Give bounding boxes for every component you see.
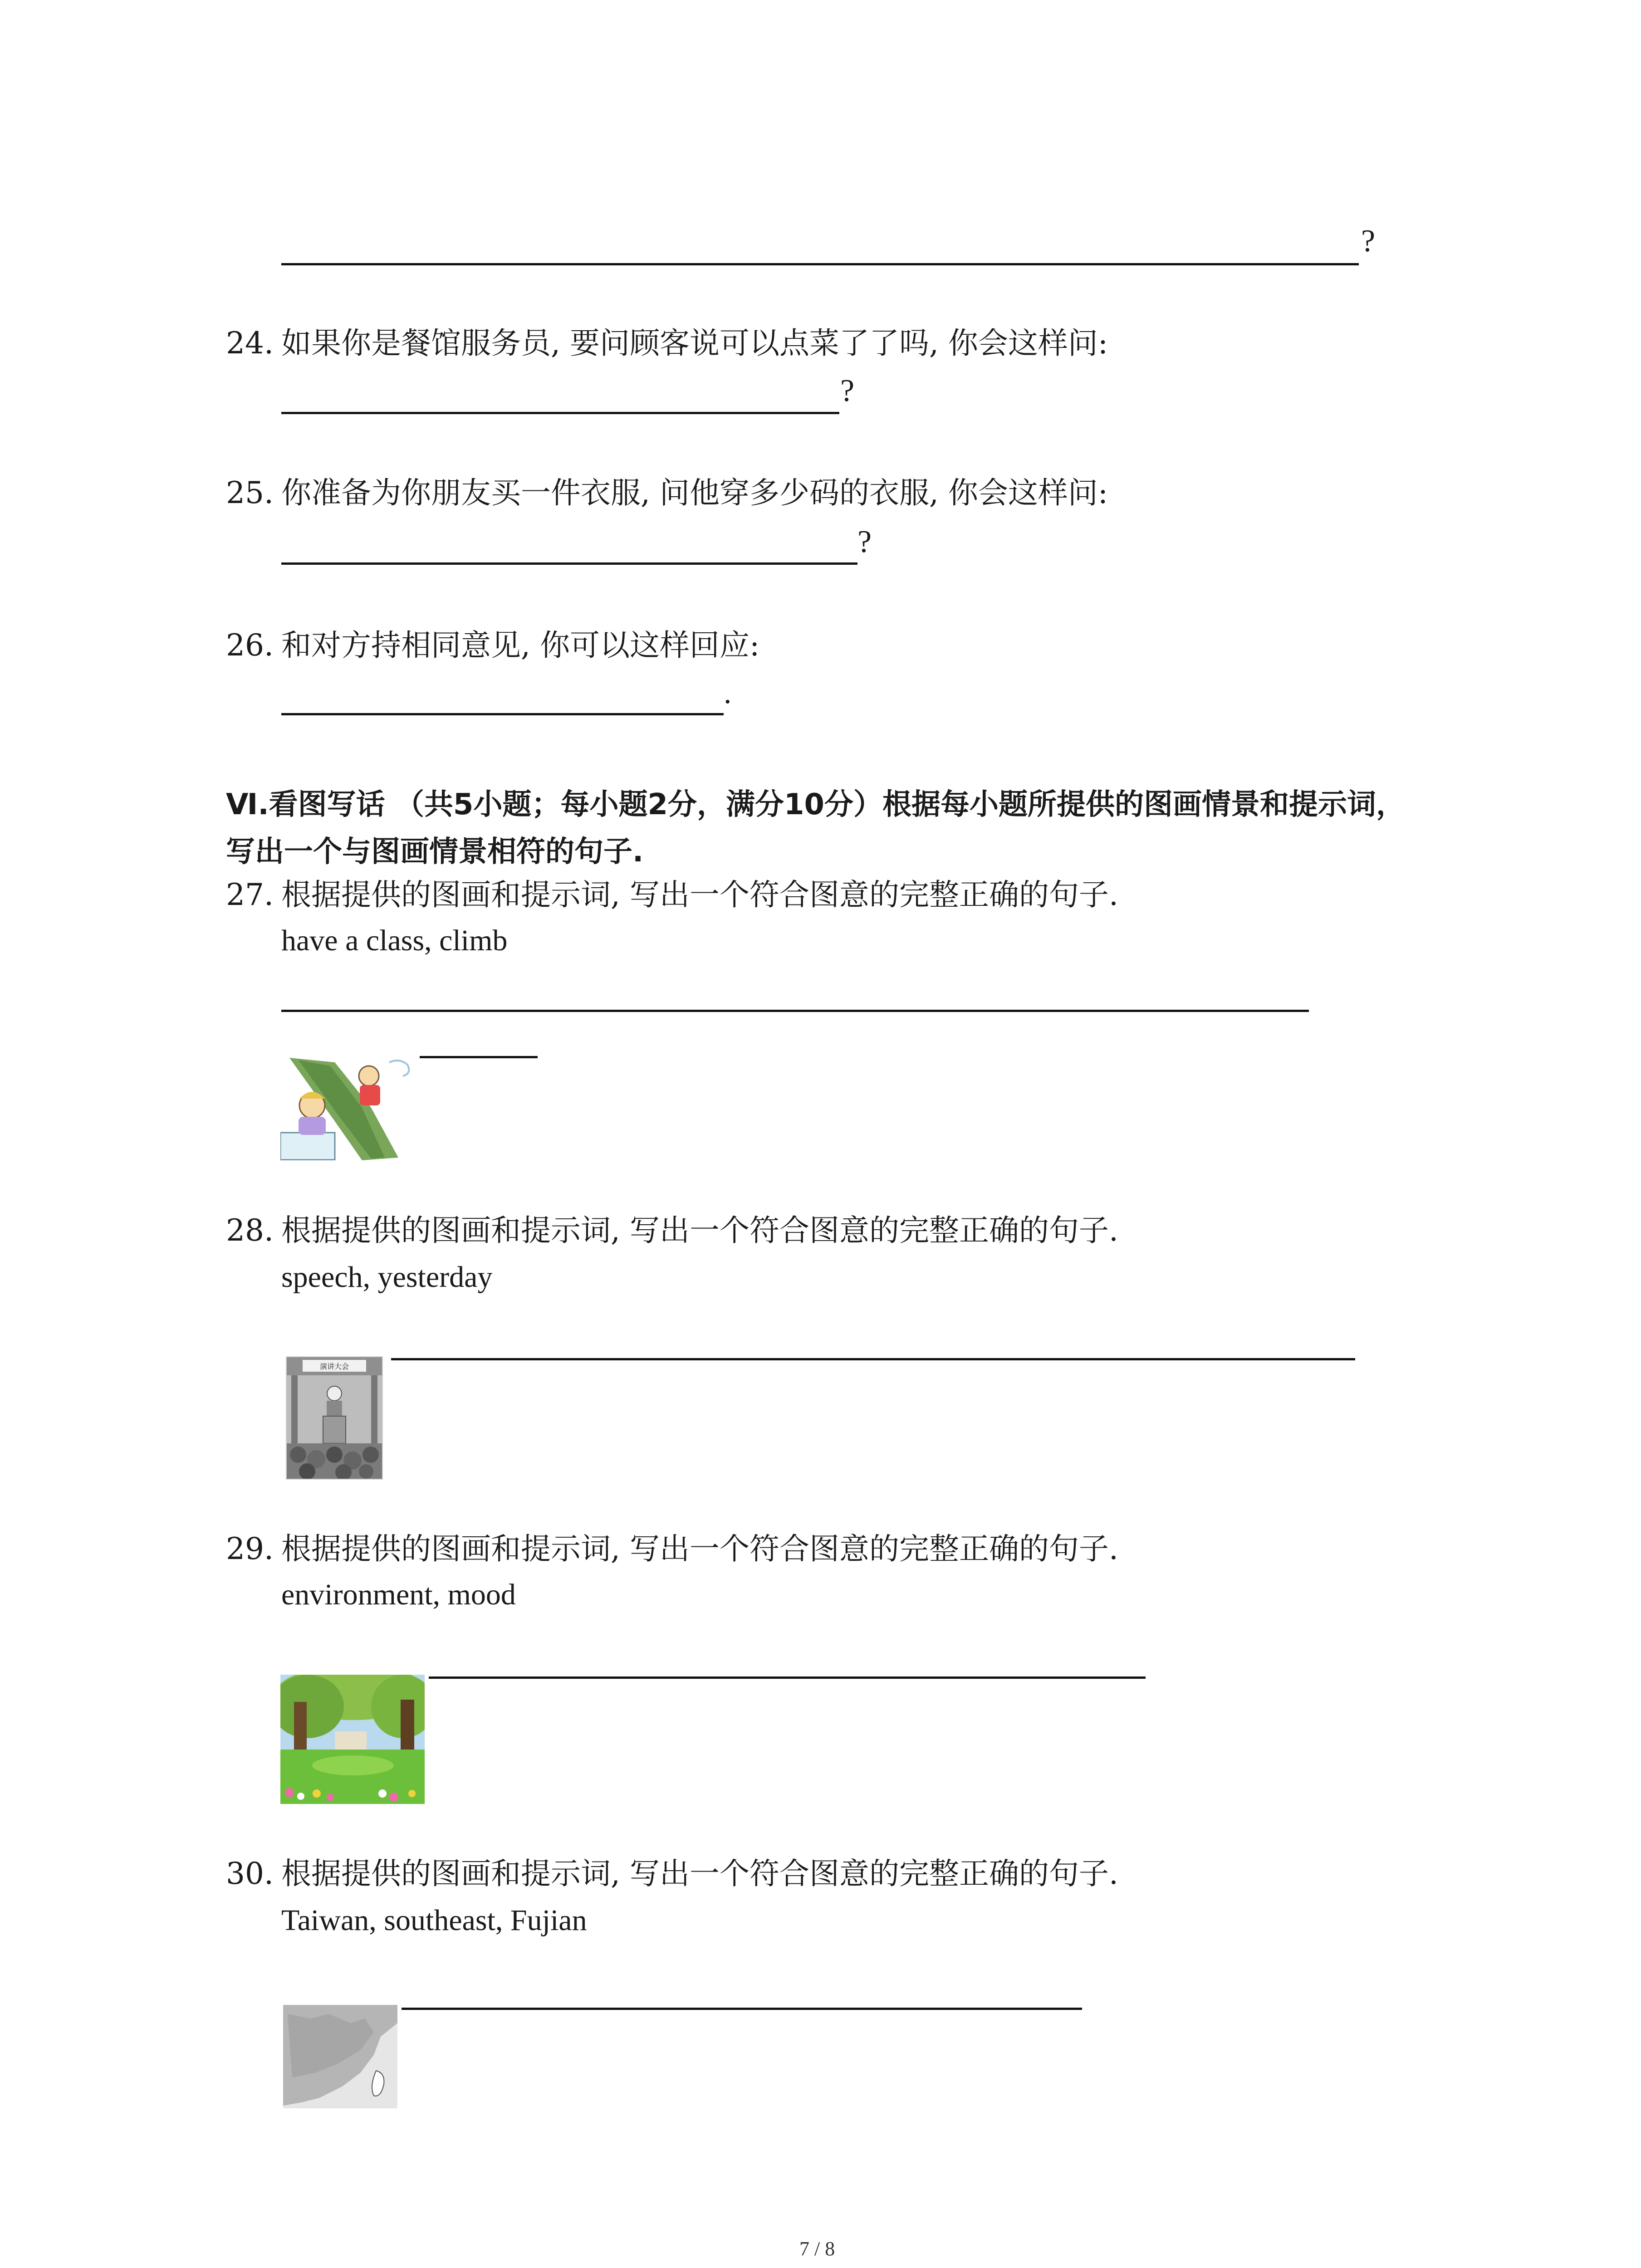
- q27-hint: have a class, climb: [281, 924, 508, 957]
- q25-prompt: 你准备为你朋友买一件衣服, 问他穿多少码的衣服, 你会这样问:: [281, 475, 1108, 510]
- q30-hint: Taiwan, southeast, Fujian: [281, 1904, 587, 1937]
- q30-number: 30.: [226, 1856, 274, 1891]
- q27-prompt: 根据提供的图画和提示词, 写出一个符合图意的完整正确的句子.: [281, 877, 1118, 912]
- q24-end-mark: ?: [840, 373, 855, 408]
- answer-line-q25[interactable]: [281, 562, 857, 565]
- q27-picture: [280, 1053, 415, 1160]
- answer-line-q27-a[interactable]: [281, 1010, 1309, 1012]
- q29-prompt: 根据提供的图画和提示词, 写出一个符合图意的完整正确的句子.: [281, 1531, 1118, 1566]
- q28-number: 28.: [226, 1213, 274, 1248]
- answer-line-q28[interactable]: [391, 1358, 1355, 1360]
- q29-number: 29.: [226, 1531, 274, 1566]
- answer-line-q30[interactable]: [402, 2008, 1082, 2010]
- answer-line-q29[interactable]: [429, 1677, 1146, 1679]
- q23-end-mark: ?: [1361, 224, 1376, 259]
- q26-end-mark: .: [724, 675, 732, 710]
- page-number: 7 / 8: [799, 2238, 835, 2260]
- q29-hint: environment, mood: [281, 1578, 516, 1611]
- answer-line-q23[interactable]: [281, 263, 1359, 265]
- q27-number: 27.: [226, 877, 274, 912]
- q30-prompt: 根据提供的图画和提示词, 写出一个符合图意的完整正确的句子.: [281, 1856, 1118, 1891]
- section6-heading-line1: Ⅵ.看图写话 （共5小题；每小题2分，满分10分）根据每小题所提供的图画情景和提示词，: [226, 788, 1406, 821]
- section6-heading-line2: 写出一个与图画情景相符的句子.: [226, 835, 644, 869]
- q28-picture: [286, 1356, 383, 1480]
- q29-picture: [280, 1675, 425, 1804]
- answer-line-q26[interactable]: [281, 713, 724, 715]
- answer-line-q27-b[interactable]: [420, 1056, 538, 1058]
- q24-prompt: 如果你是餐馆服务员, 要问顾客说可以点菜了了吗, 你会这样问:: [281, 326, 1108, 361]
- q26-prompt: 和对方持相同意见, 你可以这样回应:: [281, 628, 760, 663]
- q28-banner-text: 演讲大会: [319, 1362, 349, 1371]
- q25-end-mark: ?: [857, 524, 872, 559]
- q25-number: 25.: [226, 475, 274, 510]
- q28-prompt: 根据提供的图画和提示词, 写出一个符合图意的完整正确的句子.: [281, 1213, 1118, 1248]
- q24-number: 24.: [226, 326, 274, 361]
- q28-hint: speech, yesterday: [281, 1261, 493, 1294]
- answer-line-q24[interactable]: [281, 412, 839, 414]
- q30-picture: [283, 2005, 397, 2108]
- q26-number: 26.: [226, 628, 274, 663]
